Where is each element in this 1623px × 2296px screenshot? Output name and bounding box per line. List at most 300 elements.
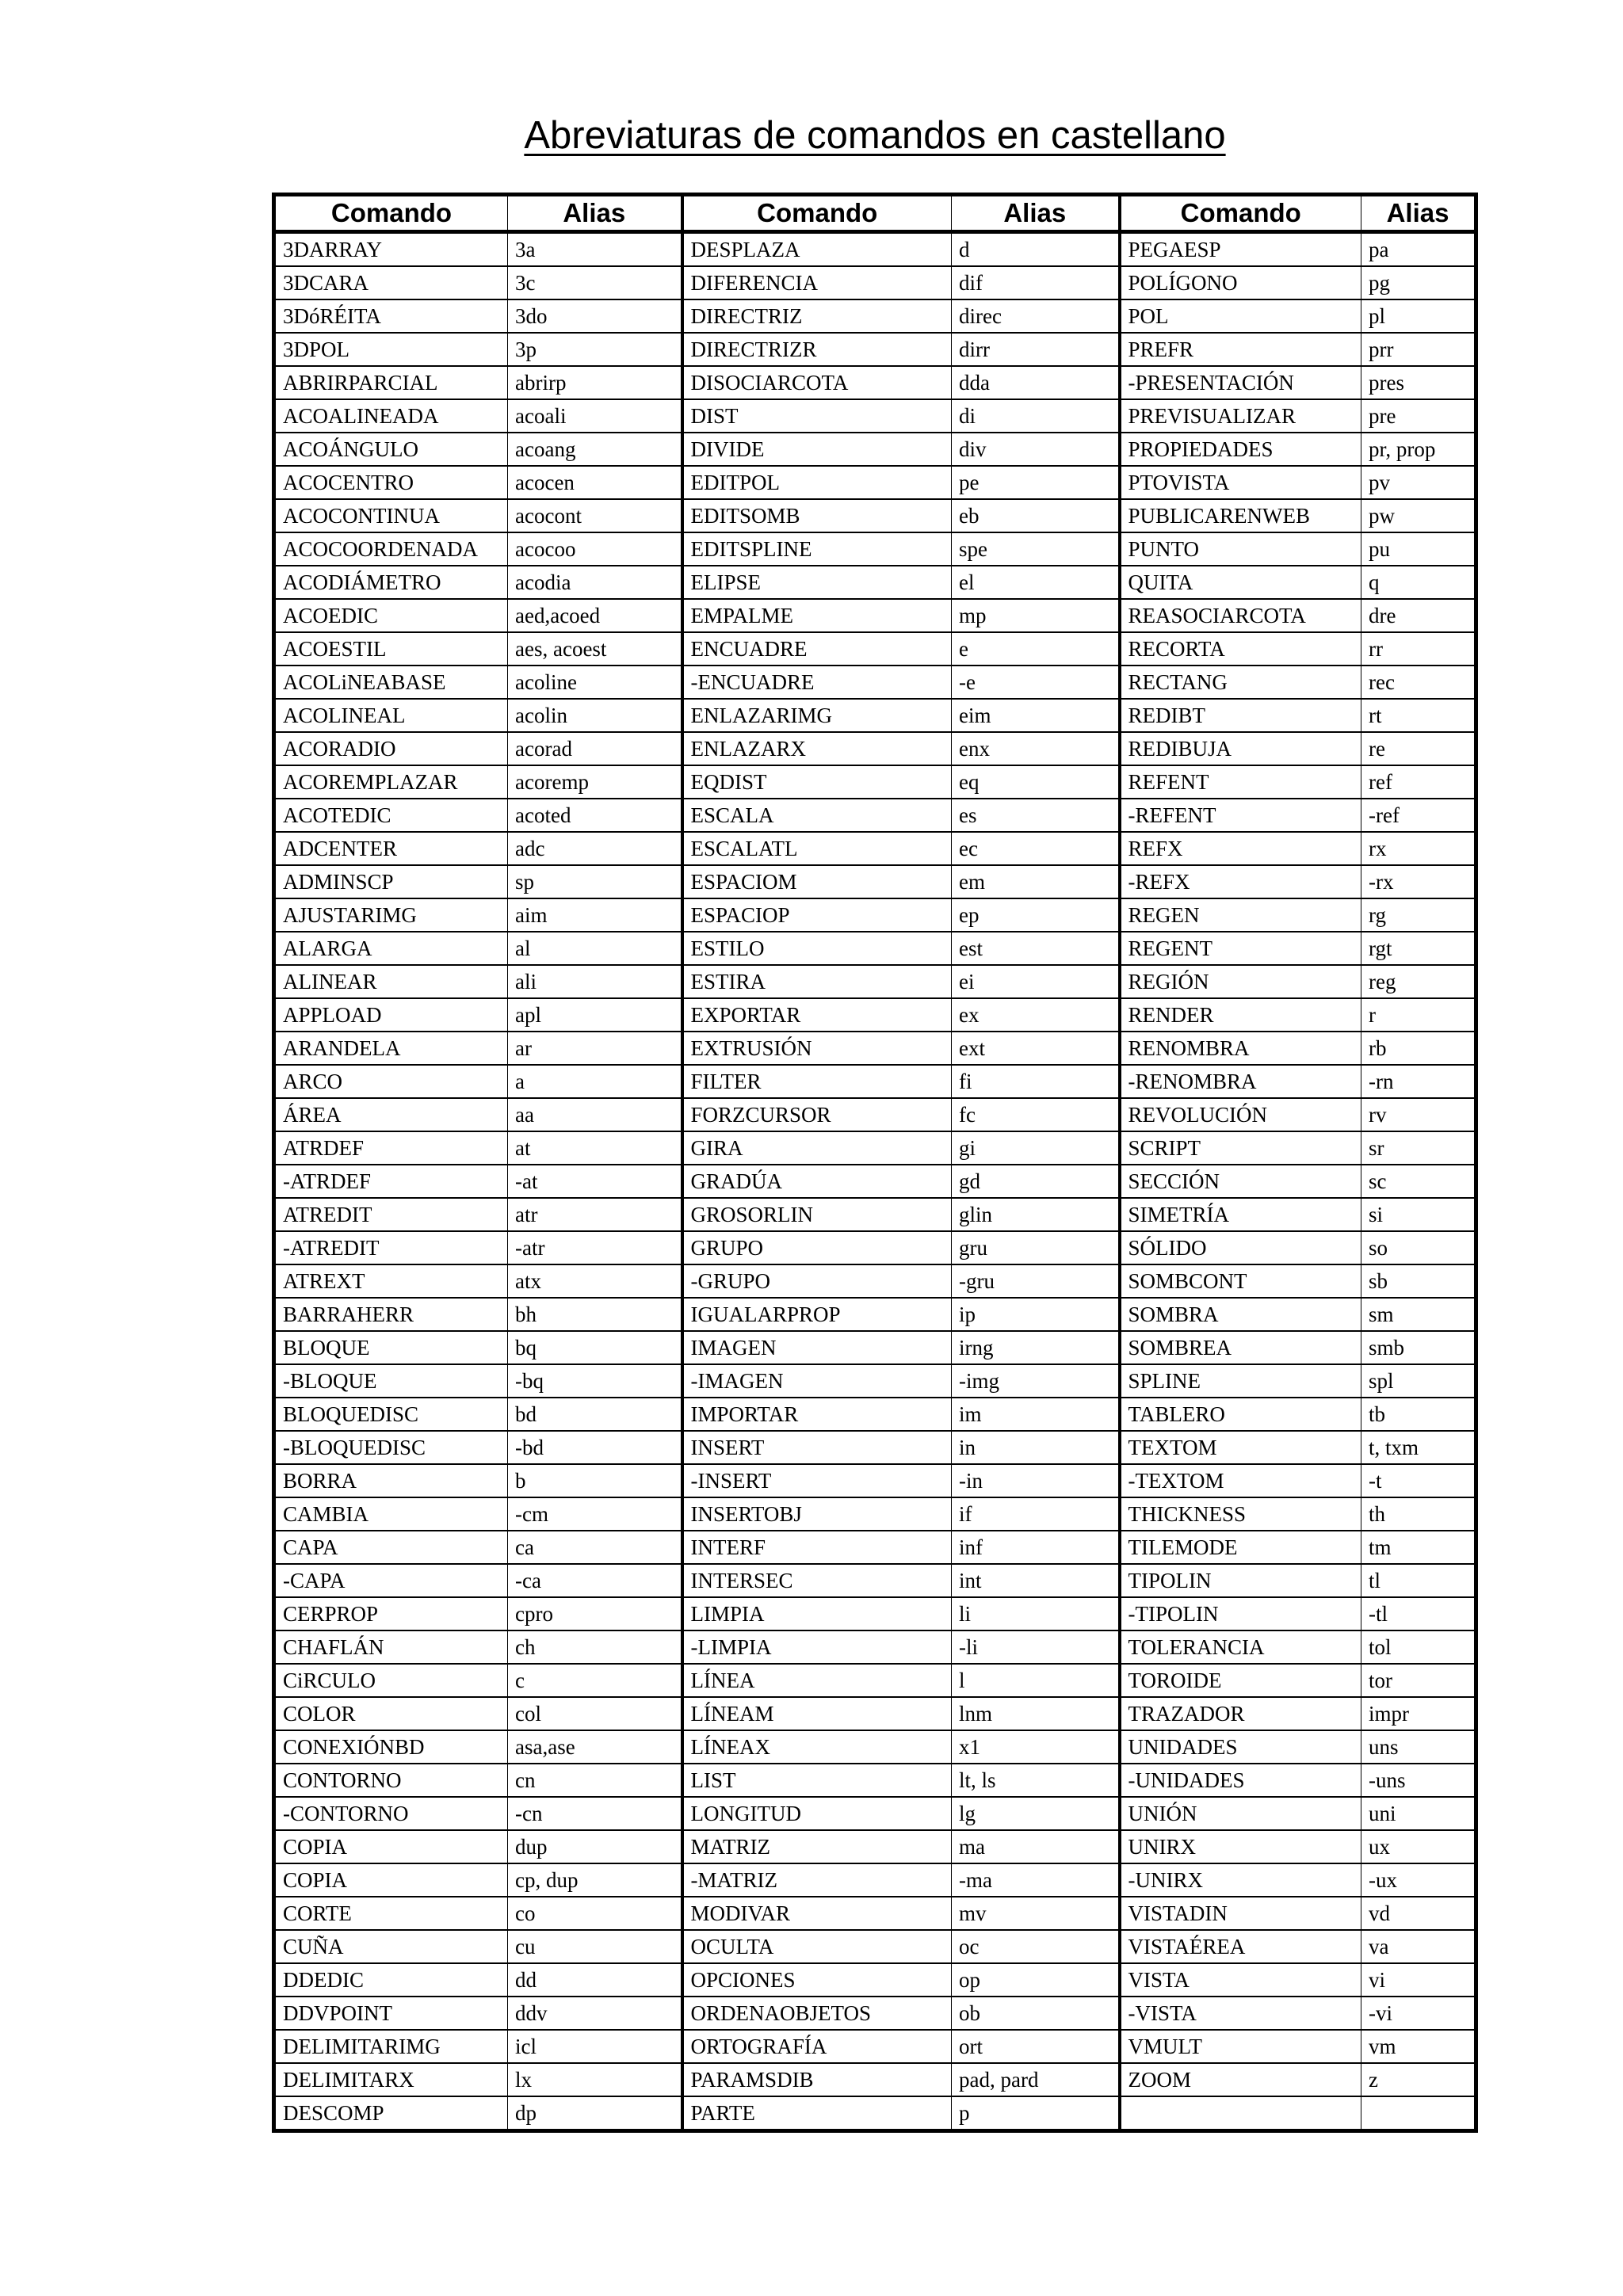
command-cell: ACORADIO [274,732,508,765]
command-cell: -RENOMBRA [1120,1065,1361,1098]
alias-cell: dup [508,1830,682,1863]
command-cell: PTOVISTA [1120,466,1361,499]
command-cell: SOMBCONT [1120,1264,1361,1298]
table-row [274,1531,1476,1564]
command-cell: ACOCOORDENADA [274,532,508,566]
table-row [274,1730,1476,1764]
alias-cell: p [952,2096,1120,2131]
table-row [274,499,1476,532]
alias-cell: el [952,566,1120,599]
table-row [274,699,1476,732]
alias-cell: cpro [508,1597,682,1630]
alias-cell: -in [952,1464,1120,1497]
table-row [274,1032,1476,1065]
command-cell: OPCIONES [682,1963,952,1997]
command-cell: DIRECTRIZ [682,299,952,333]
alias-cell: icl [508,2030,682,2063]
command-cell: ESTIRA [682,965,952,998]
alias-cell: so [1361,1231,1476,1264]
alias-cell: acoted [508,799,682,832]
command-cell: TIPOLIN [1120,1564,1361,1597]
alias-cell: ux [1361,1830,1476,1863]
alias-cell: -at [508,1165,682,1198]
table-row [274,632,1476,666]
command-cell: -IMAGEN [682,1364,952,1398]
command-cell: -CONTORNO [274,1797,508,1830]
alias-cell: in [952,1431,1120,1464]
alias-cell: ali [508,965,682,998]
command-cell: ARANDELA [274,1032,508,1065]
table-row [274,1764,1476,1797]
table-row [274,932,1476,965]
command-cell: FORZCURSOR [682,1098,952,1131]
command-cell: EXTRUSIÓN [682,1032,952,1065]
alias-cell: ec [952,832,1120,865]
command-cell: DELIMITARIMG [274,2030,508,2063]
command-cell: -TEXTOM [1120,1464,1361,1497]
command-cell: COPIA [274,1863,508,1897]
alias-cell: sc [1361,1165,1476,1198]
command-cell: ÁREA [274,1098,508,1131]
alias-cell: if [952,1497,1120,1531]
alias-cell: uns [1361,1730,1476,1764]
command-cell: -BLOQUEDISC [274,1431,508,1464]
command-cell: DIST [682,399,952,433]
command-cell: SECCIÓN [1120,1165,1361,1198]
command-cell: SOMBREA [1120,1331,1361,1364]
table-row [274,266,1476,299]
command-cell: TEXTOM [1120,1431,1361,1464]
alias-cell: pres [1361,366,1476,399]
alias-cell: eq [952,765,1120,799]
alias-cell: 3do [508,299,682,333]
command-cell: DDVPOINT [274,1997,508,2030]
alias-cell: pg [1361,266,1476,299]
command-cell: PEGAESP [1120,232,1361,267]
table-row [274,1298,1476,1331]
alias-cell: -tl [1361,1597,1476,1630]
table-row [274,566,1476,599]
alias-cell: acolin [508,699,682,732]
table-row [274,532,1476,566]
command-cell: ACOEDIC [274,599,508,632]
alias-cell: acoang [508,433,682,466]
alias-cell: mv [952,1897,1120,1930]
alias-cell: sp [508,865,682,898]
alias-cell: ch [508,1630,682,1664]
command-cell: BORRA [274,1464,508,1497]
command-cell: RENOMBRA [1120,1032,1361,1065]
command-cell: QUITA [1120,566,1361,599]
alias-cell: fi [952,1065,1120,1098]
alias-cell: mp [952,599,1120,632]
alias-cell: at [508,1131,682,1165]
alias-cell: gi [952,1131,1120,1165]
alias-cell: -uns [1361,1764,1476,1797]
table-row [274,1331,1476,1364]
alias-cell: sm [1361,1298,1476,1331]
alias-cell: -ref [1361,799,1476,832]
command-cell: DESPLAZA [682,232,952,267]
command-cell: SÓLIDO [1120,1231,1361,1264]
alias-cell: eb [952,499,1120,532]
alias-cell: ei [952,965,1120,998]
command-cell: SIMETRÍA [1120,1198,1361,1231]
table-row [274,832,1476,865]
column-header-alias: Alias [1361,195,1476,232]
table-row [274,732,1476,765]
alias-cell: inf [952,1531,1120,1564]
table-row [274,1564,1476,1597]
command-cell: UNIÓN [1120,1797,1361,1830]
alias-cell: acoali [508,399,682,433]
alias-cell: pa [1361,232,1476,267]
table-row [274,1863,1476,1897]
command-cell: ORTOGRAFÍA [682,2030,952,2063]
command-cell: ENLAZARIMG [682,699,952,732]
command-cell: 3DCARA [274,266,508,299]
alias-cell: pl [1361,299,1476,333]
command-cell: ADCENTER [274,832,508,865]
command-cell [1120,2096,1361,2131]
alias-cell: q [1361,566,1476,599]
table-row [274,1398,1476,1431]
table-row [274,1364,1476,1398]
alias-cell: uni [1361,1797,1476,1830]
command-cell: ACOLINEAL [274,699,508,732]
table-row [274,1830,1476,1863]
command-cell: ABRIRPARCIAL [274,366,508,399]
command-cell: RECORTA [1120,632,1361,666]
alias-cell: acocen [508,466,682,499]
command-cell: PUNTO [1120,532,1361,566]
alias-cell: th [1361,1497,1476,1531]
table-row [274,1697,1476,1730]
command-cell: MODIVAR [682,1897,952,1930]
alias-cell: al [508,932,682,965]
alias-cell: -ux [1361,1863,1476,1897]
alias-cell: lx [508,2063,682,2096]
command-cell: LIST [682,1764,952,1797]
alias-cell: co [508,1897,682,1930]
command-cell: CORTE [274,1897,508,1930]
alias-cell: rg [1361,898,1476,932]
alias-cell: acocoo [508,532,682,566]
alias-cell: -vi [1361,1997,1476,2030]
alias-cell: smb [1361,1331,1476,1364]
table-row [274,1264,1476,1298]
alias-cell: -t [1361,1464,1476,1497]
command-cell: COPIA [274,1830,508,1863]
command-cell: CAMBIA [274,1497,508,1531]
command-cell: ELIPSE [682,566,952,599]
table-row [274,232,1476,267]
command-cell: 3DóRÉITA [274,299,508,333]
alias-cell: acocont [508,499,682,532]
alias-cell: 3a [508,232,682,267]
alias-cell: -cn [508,1797,682,1830]
command-cell: UNIDADES [1120,1730,1361,1764]
command-cell: -TIPOLIN [1120,1597,1361,1630]
command-cell: ESPACIOP [682,898,952,932]
command-cell: DELIMITARX [274,2063,508,2096]
command-cell: POL [1120,299,1361,333]
table-row [274,799,1476,832]
table-row [274,1597,1476,1630]
command-cell: REGEN [1120,898,1361,932]
command-cell: FILTER [682,1065,952,1098]
alias-cell: vm [1361,2030,1476,2063]
alias-cell: tl [1361,1564,1476,1597]
command-cell: VISTADIN [1120,1897,1361,1930]
table-row [274,2063,1476,2096]
command-cell: PROPIEDADES [1120,433,1361,466]
alias-cell: ex [952,998,1120,1032]
alias-cell: z [1361,2063,1476,2096]
alias-cell: spe [952,532,1120,566]
table-row [274,1231,1476,1264]
alias-cell: acoline [508,666,682,699]
command-cell: PREVISUALIZAR [1120,399,1361,433]
command-cell: ATREXT [274,1264,508,1298]
command-cell: REFX [1120,832,1361,865]
command-cell: -REFENT [1120,799,1361,832]
alias-cell: pr, prop [1361,433,1476,466]
alias-cell: pe [952,466,1120,499]
alias-cell: asa,ase [508,1730,682,1764]
alias-cell: rx [1361,832,1476,865]
alias-cell: b [508,1464,682,1497]
command-cell: GROSORLIN [682,1198,952,1231]
command-cell: -UNIRX [1120,1863,1361,1897]
alias-cell: -li [952,1630,1120,1664]
table-row [274,299,1476,333]
alias-cell: irng [952,1331,1120,1364]
table-row [274,1098,1476,1131]
command-cell: LÍNEAM [682,1697,952,1730]
alias-cell: acodia [508,566,682,599]
alias-cell: dp [508,2096,682,2131]
alias-cell: a [508,1065,682,1098]
alias-cell: fc [952,1098,1120,1131]
command-cell: AJUSTARIMG [274,898,508,932]
alias-cell: div [952,433,1120,466]
command-cell: -ENCUADRE [682,666,952,699]
command-cell: ACOTEDIC [274,799,508,832]
alias-cell: ort [952,2030,1120,2063]
command-cell: TILEMODE [1120,1531,1361,1564]
alias-cell: cp, dup [508,1863,682,1897]
table-row [274,1897,1476,1930]
alias-cell: vd [1361,1897,1476,1930]
command-cell: -BLOQUE [274,1364,508,1398]
alias-cell: dirr [952,333,1120,366]
command-cell: DESCOMP [274,2096,508,2131]
command-cell: EMPALME [682,599,952,632]
command-cell: ACOCONTINUA [274,499,508,532]
command-cell: THICKNESS [1120,1497,1361,1531]
alias-cell: -rn [1361,1065,1476,1098]
command-cell: LONGITUD [682,1797,952,1830]
alias-cell: va [1361,1930,1476,1963]
command-cell: PARAMSDIB [682,2063,952,2096]
command-cell: TOLERANCIA [1120,1630,1361,1664]
table-row [274,2096,1476,2131]
command-cell: -INSERT [682,1464,952,1497]
alias-cell: aim [508,898,682,932]
alias-cell: em [952,865,1120,898]
command-cell: INSERTOBJ [682,1497,952,1531]
alias-cell: -e [952,666,1120,699]
alias-cell: rv [1361,1098,1476,1131]
command-cell: VISTAÉREA [1120,1930,1361,1963]
alias-cell: pw [1361,499,1476,532]
alias-cell: lg [952,1797,1120,1830]
alias-cell: atx [508,1264,682,1298]
table-row [274,1065,1476,1098]
command-cell: CUÑA [274,1930,508,1963]
command-cell: LIMPIA [682,1597,952,1630]
alias-cell: gru [952,1231,1120,1264]
command-cell: -ATREDIT [274,1231,508,1264]
command-cell: EDITPOL [682,466,952,499]
table-row [274,1131,1476,1165]
command-cell: ADMINSCP [274,865,508,898]
alias-cell: cu [508,1930,682,1963]
command-cell: CERPROP [274,1597,508,1630]
column-header-alias: Alias [952,195,1120,232]
alias-cell: e [952,632,1120,666]
alias-cell: d [952,232,1120,267]
alias-cell: acorad [508,732,682,765]
table-row [274,366,1476,399]
command-cell: DIFERENCIA [682,266,952,299]
alias-cell: tm [1361,1531,1476,1564]
command-cell: ZOOM [1120,2063,1361,2096]
command-cell: CHAFLÁN [274,1630,508,1664]
command-cell: ACOESTIL [274,632,508,666]
alias-cell: ep [952,898,1120,932]
command-cell: OCULTA [682,1930,952,1963]
command-cell: GIRA [682,1131,952,1165]
alias-cell: tol [1361,1630,1476,1664]
alias-cell: re [1361,732,1476,765]
alias-cell: ca [508,1531,682,1564]
table-body [274,195,1476,2131]
alias-cell: adc [508,832,682,865]
command-cell: VISTA [1120,1963,1361,1997]
alias-cell: op [952,1963,1120,1997]
command-cell: ACOALINEADA [274,399,508,433]
command-cell: REASOCIARCOTA [1120,599,1361,632]
alias-cell: glin [952,1198,1120,1231]
table-row [274,1464,1476,1497]
table-row [274,865,1476,898]
alias-cell: prr [1361,333,1476,366]
alias-cell: cn [508,1764,682,1797]
command-cell: ALARGA [274,932,508,965]
command-cell: ORDENAOBJETOS [682,1997,952,2030]
alias-cell [1361,2096,1476,2131]
command-cell: ACOÁNGULO [274,433,508,466]
alias-cell: lt, ls [952,1764,1120,1797]
command-cell: PARTE [682,2096,952,2131]
alias-cell: acoremp [508,765,682,799]
command-cell: DDEDIC [274,1963,508,1997]
alias-cell: ob [952,1997,1120,2030]
alias-cell: -cm [508,1497,682,1531]
alias-cell: enx [952,732,1120,765]
alias-cell: bh [508,1298,682,1331]
command-cell: REGIÓN [1120,965,1361,998]
table-row [274,1497,1476,1531]
command-cell: EDITSPLINE [682,532,952,566]
command-cell: ESCALATL [682,832,952,865]
command-cell: CONEXIÓNBD [274,1730,508,1764]
alias-cell: apl [508,998,682,1032]
alias-cell: 3c [508,266,682,299]
alias-cell: pu [1361,532,1476,566]
command-cell: BLOQUEDISC [274,1398,508,1431]
alias-cell: pre [1361,399,1476,433]
column-header-command: Comando [274,195,508,232]
header-row [274,195,1476,232]
command-cell: UNIRX [1120,1830,1361,1863]
command-cell: EQDIST [682,765,952,799]
alias-cell: ddv [508,1997,682,2030]
alias-cell: -rx [1361,865,1476,898]
alias-cell: spl [1361,1364,1476,1398]
alias-cell: vi [1361,1963,1476,1997]
command-cell: ACOREMPLAZAR [274,765,508,799]
command-cell: IMAGEN [682,1331,952,1364]
command-cell: ENLAZARX [682,732,952,765]
command-cell: -PRESENTACIÓN [1120,366,1361,399]
command-cell: -CAPA [274,1564,508,1597]
command-cell: BARRAHERR [274,1298,508,1331]
alias-cell: sb [1361,1264,1476,1298]
command-cell: ACOLiNEABASE [274,666,508,699]
alias-cell: ar [508,1032,682,1065]
command-cell: PUBLICARENWEB [1120,499,1361,532]
alias-cell: rb [1361,1032,1476,1065]
alias-cell: gd [952,1165,1120,1198]
alias-cell: -gru [952,1264,1120,1298]
alias-cell: es [952,799,1120,832]
table-row [274,1431,1476,1464]
table-row [274,333,1476,366]
alias-cell: impr [1361,1697,1476,1730]
alias-cell: x1 [952,1730,1120,1764]
column-header-command: Comando [682,195,952,232]
alias-cell: pv [1361,466,1476,499]
alias-cell: est [952,932,1120,965]
alias-cell: dda [952,366,1120,399]
table-row [274,1664,1476,1697]
command-cell: TOROIDE [1120,1664,1361,1697]
command-cell: GRADÚA [682,1165,952,1198]
table-row [274,1630,1476,1664]
command-cell: REVOLUCIÓN [1120,1098,1361,1131]
command-cell: -REFX [1120,865,1361,898]
alias-cell: l [952,1664,1120,1697]
command-cell: DIRECTRIZR [682,333,952,366]
command-cell: REFENT [1120,765,1361,799]
command-cell: MATRIZ [682,1830,952,1863]
alias-cell: -ca [508,1564,682,1597]
alias-cell: ref [1361,765,1476,799]
column-header-command: Comando [1120,195,1361,232]
